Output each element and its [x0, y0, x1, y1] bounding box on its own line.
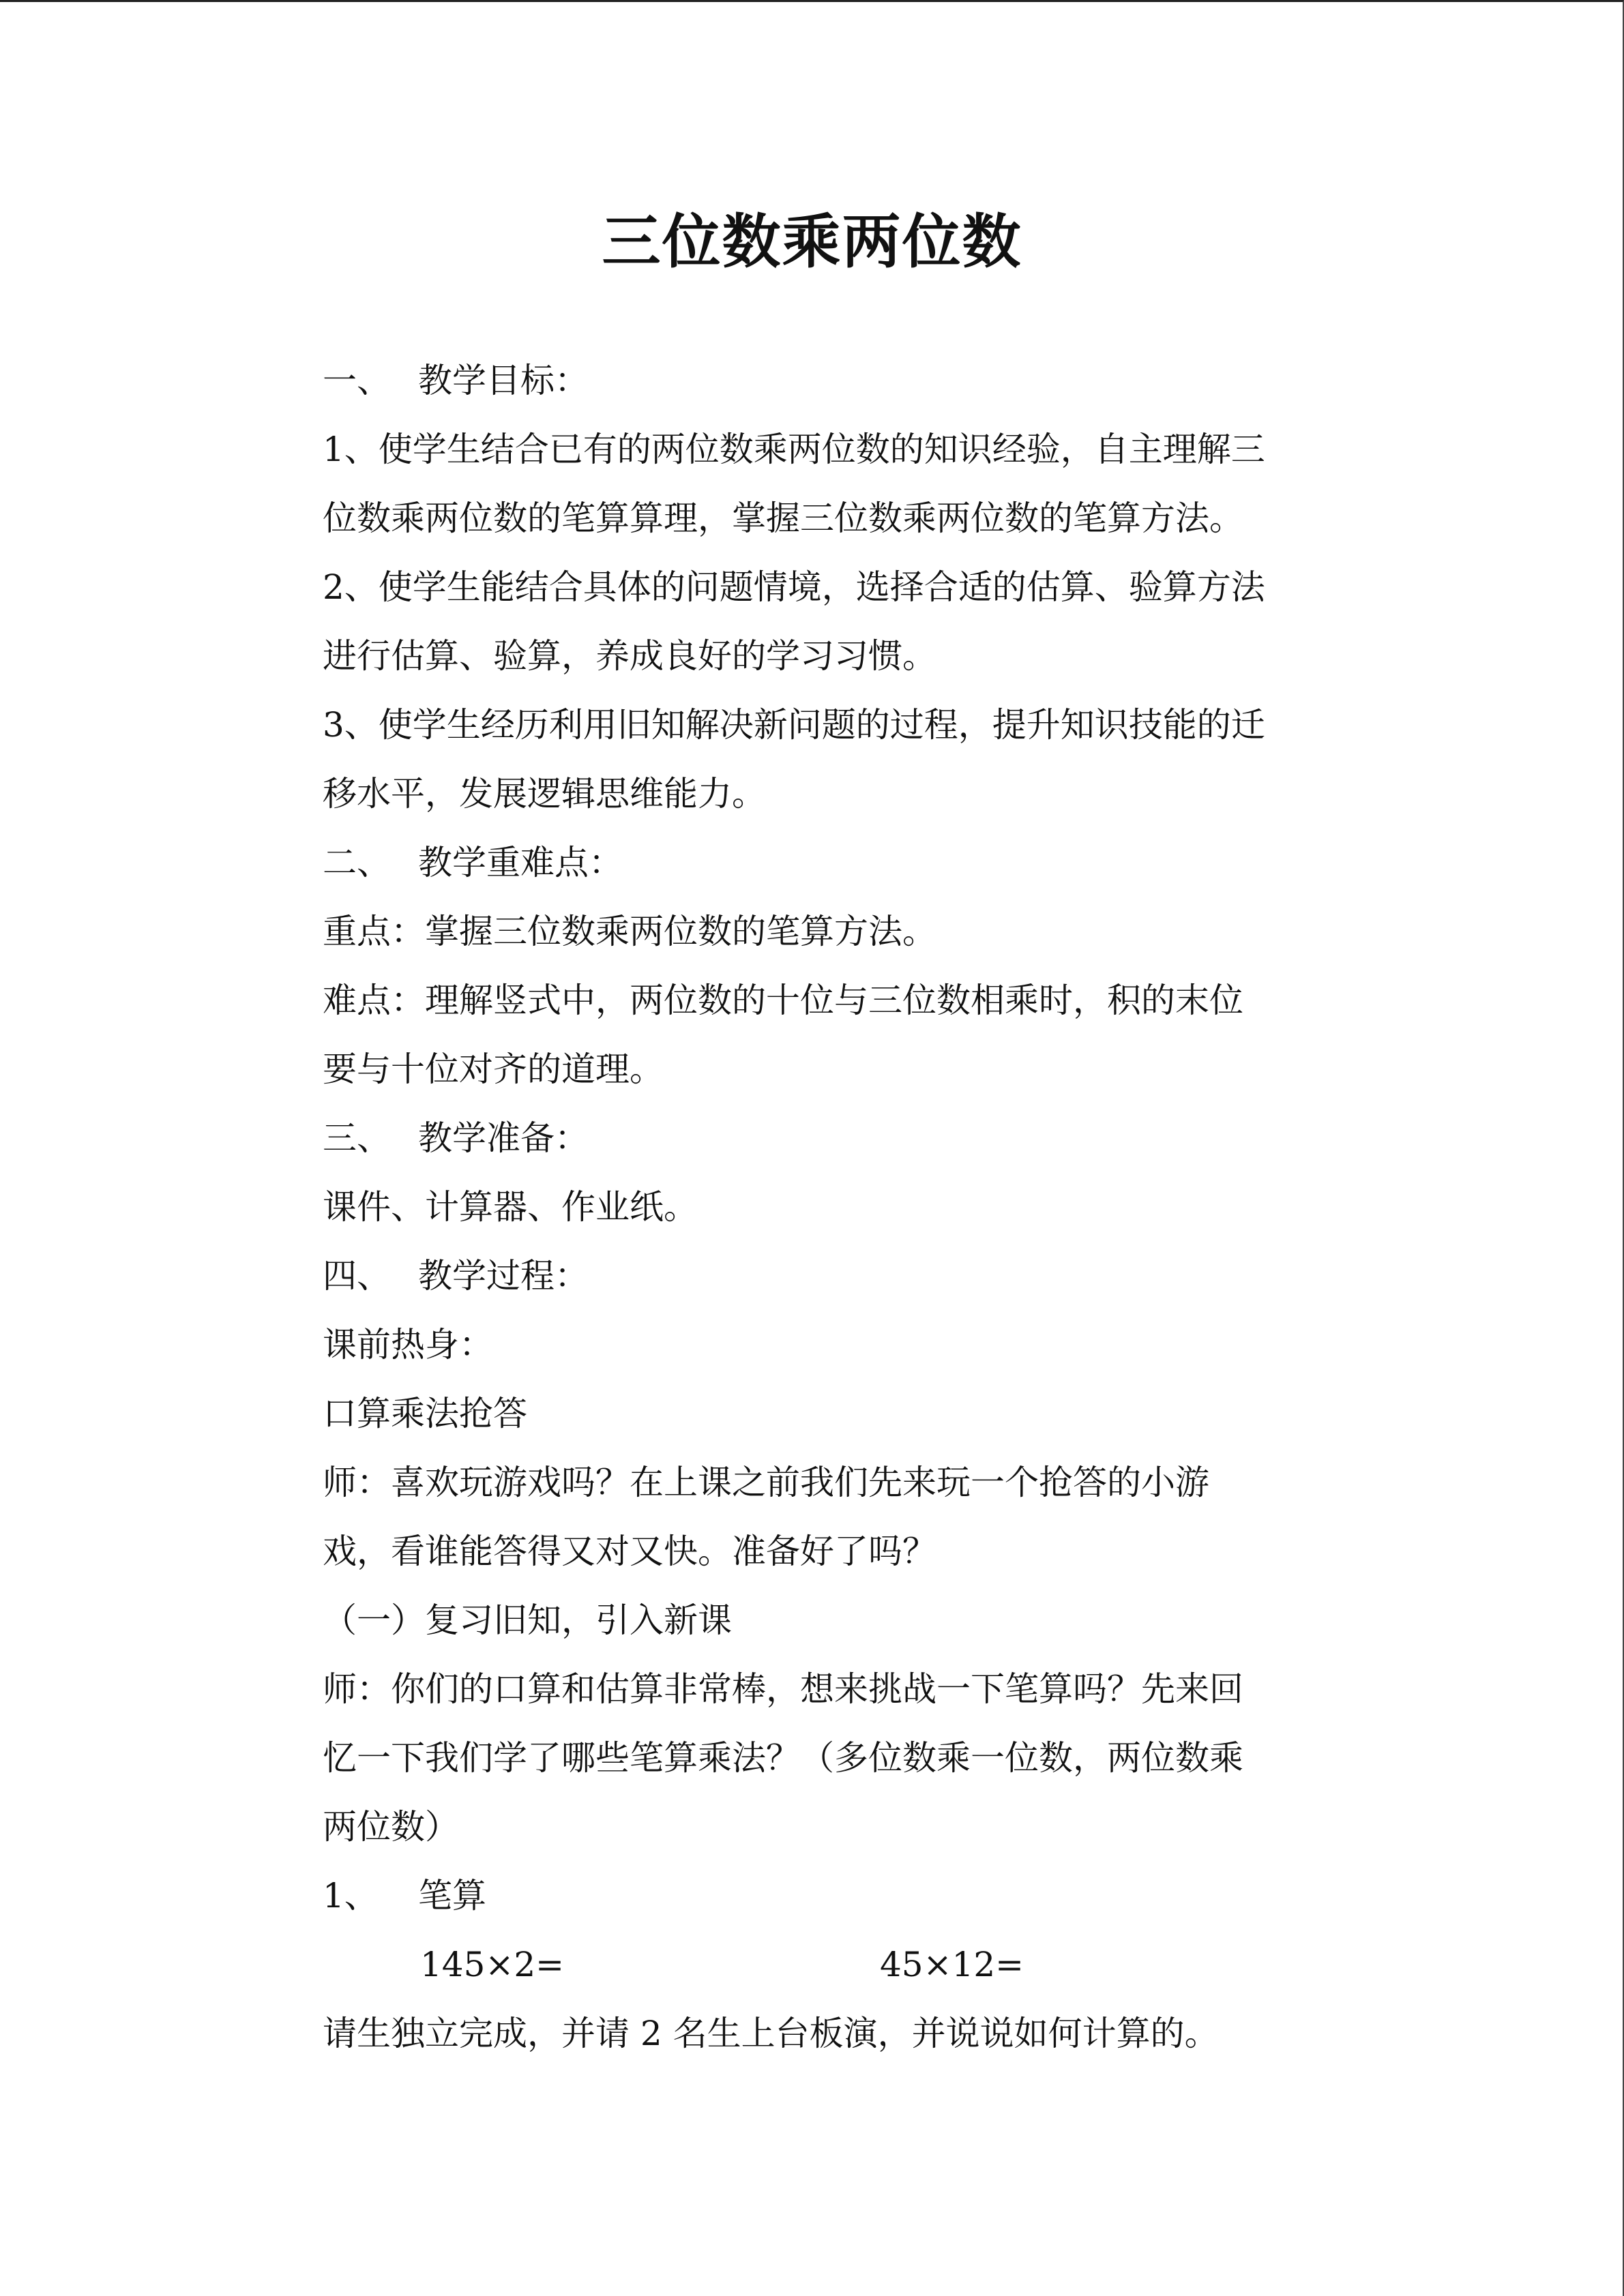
item-1-heading: [323, 1862, 1387, 1930]
warmup-label: 课前热身：: [323, 1325, 493, 1365]
goal-2-line-2: 进行估算、验算，养成良好的学习习惯。: [323, 636, 936, 676]
preparation: 课件、计算器、作业纸。: [323, 1187, 698, 1227]
section-number: 四、: [323, 1256, 391, 1296]
goal-3-line-1: 3、使学生经历利用旧知解决新问题的过程，提升知识技能的迁: [323, 705, 1265, 745]
difficulty-line-2: 要与十位对齐的道理。: [323, 1049, 664, 1089]
goal-1-line-1: 1、使学生结合已有的两位数乘两位数的知识经验，自主理解三: [323, 430, 1265, 469]
goal-3-line-2: 移水平，发展逻辑思维能力。: [323, 774, 766, 814]
goal-2-line-1: 2、使学生能结合具体的问题情境，选择合适的估算、验算方法: [323, 567, 1265, 607]
document-body: [323, 346, 1387, 2068]
section-number: 二、: [323, 843, 391, 882]
key-point: 重点：掌握三位数乘两位数的笔算方法。: [323, 912, 936, 951]
item-title: 笔算: [418, 1876, 486, 1915]
section-title: 教学准备：: [418, 1118, 589, 1158]
section-heading-4: [323, 1242, 1387, 1311]
section-heading-1: [323, 346, 1387, 415]
calculation-row: [323, 1930, 1387, 1999]
section-heading-2: [323, 829, 1387, 897]
section-heading-3: [323, 1104, 1387, 1173]
section-number: 一、: [323, 361, 391, 400]
difficulty-line-1: 难点：理解竖式中，两位数的十位与三位数相乘时，积的末位: [323, 981, 1243, 1020]
instruction-line: 请生独立完成，并请 2 名生上台板演，并说说如何计算的。: [323, 2014, 1219, 2053]
calculation-a: 145×2=: [420, 1945, 565, 1984]
section-number: 三、: [323, 1118, 391, 1158]
teacher-speech-2-line-1: 师：你们的口算和估算非常棒，想来挑战一下笔算吗？先来回: [323, 1669, 1243, 1709]
teacher-speech-2-line-2: 忆一下我们学了哪些笔算乘法？（多位数乘一位数，两位数乘: [323, 1738, 1243, 1778]
section-title: 教学目标：: [418, 361, 589, 400]
section-title: 教学过程：: [418, 1256, 589, 1296]
document-title: 三位数乘两位数: [602, 208, 1022, 276]
goal-1-line-2: 位数乘两位数的笔算算理，掌握三位数乘两位数的笔算方法。: [323, 498, 1243, 538]
teacher-speech-2-line-3: 两位数）: [323, 1807, 459, 1847]
oral-quiz-label: 口算乘法抢答: [323, 1394, 527, 1433]
section-title: 教学重难点：: [418, 843, 623, 882]
teacher-speech-1-line-2: 戏，看谁能答得又对又快。准备好了吗？: [323, 1532, 936, 1571]
part-1-heading: （一）复习旧知，引入新课: [323, 1600, 732, 1640]
teacher-speech-1-line-1: 师：喜欢玩游戏吗？在上课之前我们先来玩一个抢答的小游: [323, 1463, 1209, 1502]
item-number: 1、: [323, 1876, 379, 1915]
calculation-b: 45×12=: [880, 1945, 1024, 1984]
